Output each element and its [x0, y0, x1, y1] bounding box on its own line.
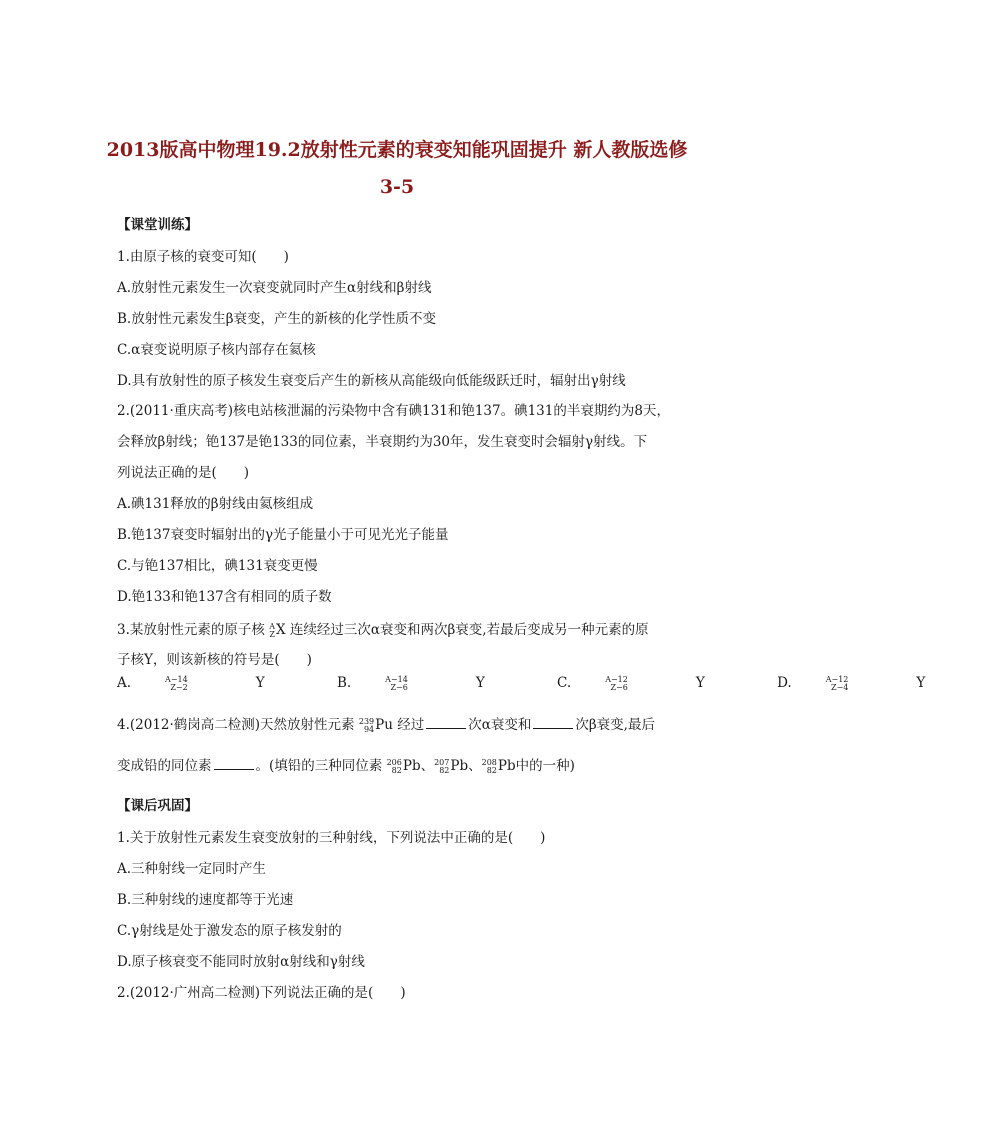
- section-heading-classroom: 【课堂训练】: [117, 217, 198, 233]
- section-heading-afterclass: 【课后巩固】: [117, 798, 198, 814]
- doc-title-line1: 2013版高中物理19.2放射性元素的衰变知能巩固提升 新人教版选修: [106, 139, 688, 161]
- q2-option-a: A.碘131释放的β射线由氦核组成: [117, 496, 314, 512]
- q4-line2: 变成铅的同位素 。(填铅的三种同位素 206 82 Pb、 207 82 Pb、 208 82 Pb中的一种): [117, 757, 575, 775]
- q3-options: [117, 675, 993, 692]
- q2-stem-line3: 列说法正确的是( ): [117, 465, 250, 481]
- q3-option-a: A. A−14 Z−2 Y: [117, 674, 265, 692]
- q3-stem-post: 连续经过三次α衰变和两次β衰变,若最后变成另一种元素的原: [289, 622, 649, 638]
- q2-stem-line1: 2.(2011·重庆高考)核电站核泄漏的污染物中含有碘131和铯137。碘131的半衰期约为8天，: [117, 403, 670, 419]
- q4-pu-numbers: 239 94: [358, 716, 375, 734]
- h1-option-b: B.三种射线的速度都等于光速: [117, 892, 294, 908]
- q3-stem-line2: 子核Y，则该新核的符号是( ): [117, 652, 312, 668]
- q4-blank-beta[interactable]: [533, 716, 573, 729]
- doc-title-line2: 3-5: [379, 176, 415, 198]
- q3-nuclide-symbol: X: [275, 622, 286, 638]
- h1-option-a: A.三种射线一定同时产生: [117, 861, 267, 877]
- h1-option-c: C.γ射线是处于激发态的原子核发射的: [117, 923, 342, 939]
- h2-stem: 2.(2012·广州高二检测)下列说法正确的是( ): [117, 985, 406, 1001]
- q2-option-c: C.与铯137相比，碘131衰变更慢: [117, 558, 318, 574]
- q2-option-b: B.铯137衰变时辐射出的γ光子能量小于可见光光子能量: [117, 527, 449, 543]
- q3-option-b: B. A−14 Z−6 Y: [336, 674, 485, 692]
- q2-option-d: D.铯133和铯137含有相同的质子数: [117, 589, 332, 605]
- q4-blank-alpha[interactable]: [426, 716, 466, 729]
- q4-line1: 4.(2012·鹤岗高二检测)天然放射性元素 239 94 Pu 经过 次α衰变和 次β衰变,最后: [117, 716, 655, 734]
- q1-option-d: D.具有放射性的原子核发生衰变后产生的新核从高能级向低能级跃迁时，辐射出γ射线: [117, 373, 626, 389]
- h1-option-d: D.原子核衰变不能同时放射α射线和γ射线: [117, 954, 365, 970]
- q4-blank-isotope[interactable]: [214, 757, 254, 770]
- q3-option-c: C. A−12 Z−6 Y: [557, 674, 705, 692]
- q3-stem-pre: 3.某放射性元素的原子核: [117, 622, 265, 638]
- q3-stem-line1: [117, 618, 649, 639]
- q1-stem: 1.由原子核的衰变可知( ): [117, 249, 289, 265]
- h1-stem: 1.关于放射性元素发生衰变放射的三种射线，下列说法中正确的是( ): [117, 830, 546, 846]
- q1-option-a: A.放射性元素发生一次衰变就同时产生α射线和β射线: [117, 280, 432, 296]
- q3-option-d: D. A−12 Z−4 Y: [777, 674, 926, 692]
- q3-nuclide-numbers: A Z: [269, 621, 275, 639]
- q1-option-c: C.α衰变说明原子核内部存在氦核: [117, 342, 316, 358]
- q1-option-b: B.放射性元素发生β衰变，产生的新核的化学性质不变: [117, 311, 437, 327]
- q2-stem-line2: 会释放β射线；铯137是铯133的同位素，半衰期约为30年，发生衰变时会辐射γ射线。下: [117, 434, 648, 450]
